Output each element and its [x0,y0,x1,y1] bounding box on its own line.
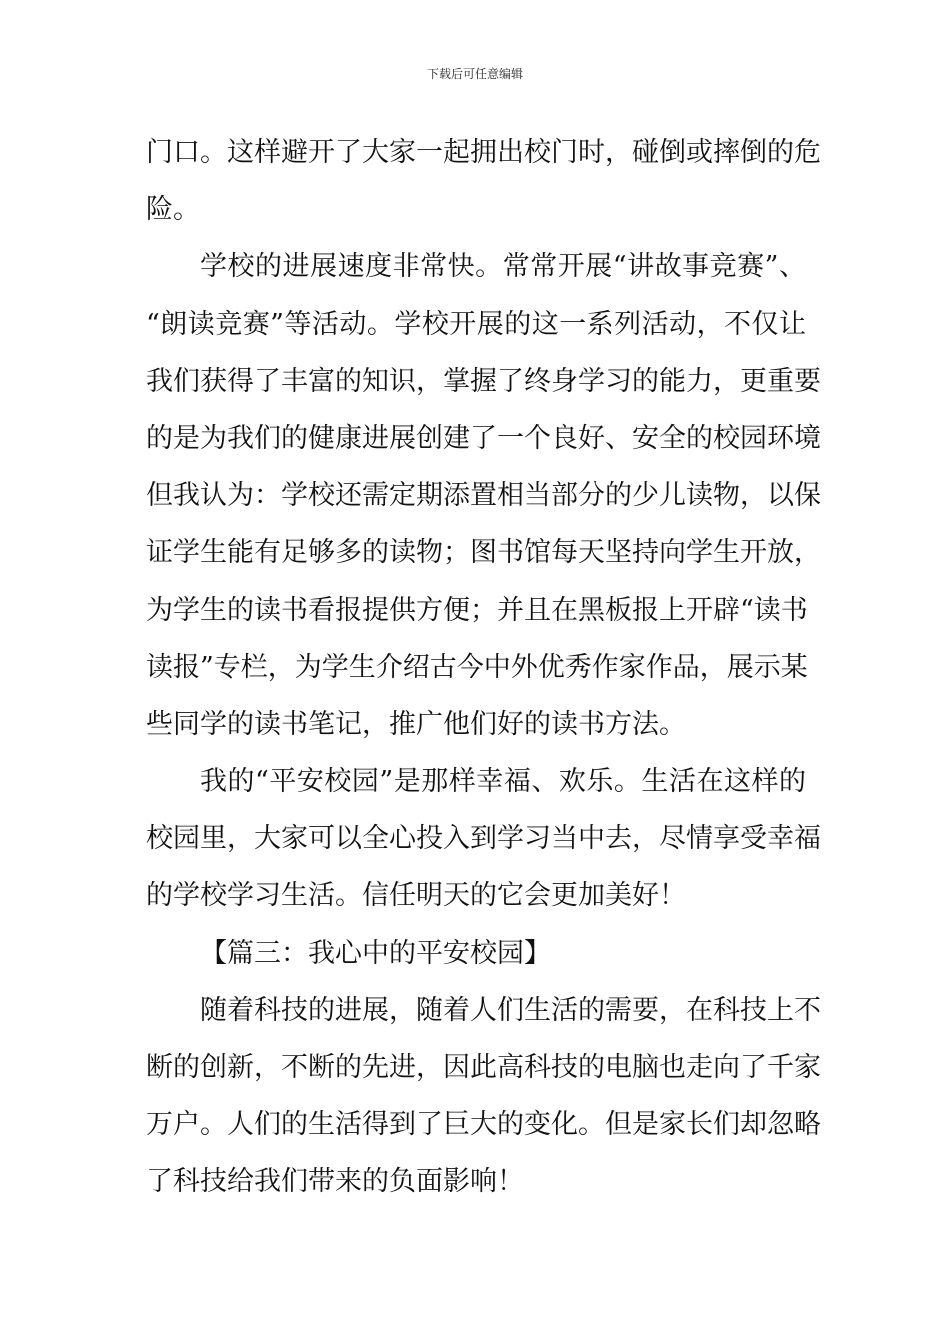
text-line: 的学校学习生活。信任明天的它会更加美好！ [146,880,686,912]
text-line: 我们获得了丰富的知识，掌握了终身学习的能力，更重要 [146,365,821,397]
text-line: “朗读竞赛”等活动。学校开展的这一系列活动，不仅让 [146,308,806,340]
text-line: 读报”专栏，为学生介绍古今中外优秀作家作品，展示某 [146,651,808,683]
text-line: 些同学的读书笔记，推广他们好的读书方法。 [146,708,686,740]
paragraph-start-line: 学校的进展速度非常快。常常开展“讲故事竞赛”、 [200,251,806,283]
text-line: 断的创新，不断的先进，因此高科技的电脑也走向了千家 [146,1052,821,1083]
text-line: 门口。这样避开了大家一起拥出校门时，碰倒或摔倒的危 [146,137,821,168]
text-line: 了科技给我们带来的负面影响！ [146,1166,524,1198]
text-line: 证学生能有足够多的读物；图书馆每天坚持向学生开放， [146,537,821,569]
text-line: 的是为我们的健康进展创建了一个良好、安全的校园环境 [146,422,821,454]
page-header: 下载后可任意编辑 [426,67,523,81]
document-body [146,124,821,1211]
paragraph-start-line: 随着科技的进展，随着人们生活的需要，在科技上不 [200,994,821,1026]
text-line: 校园里，大家可以全心投入到学习当中去，尽情享受幸福 [146,823,821,855]
paragraph-start-line: 我的“平安校园”是那样幸福、欢乐。生活在这样的 [200,766,806,798]
section-heading: 【篇三：我心中的平安校园】 [200,937,551,969]
text-line: 为学生的读书看报提供方便；并且在黑板报上开辟“读书 [146,594,808,626]
text-line: 万户。人们的生活得到了巨大的变化。但是家长们却忽略 [146,1109,821,1141]
text-line: 但我认为：学校还需定期添置相当部分的少儿读物，以保 [146,480,821,512]
text-line: 险。 [146,194,200,226]
